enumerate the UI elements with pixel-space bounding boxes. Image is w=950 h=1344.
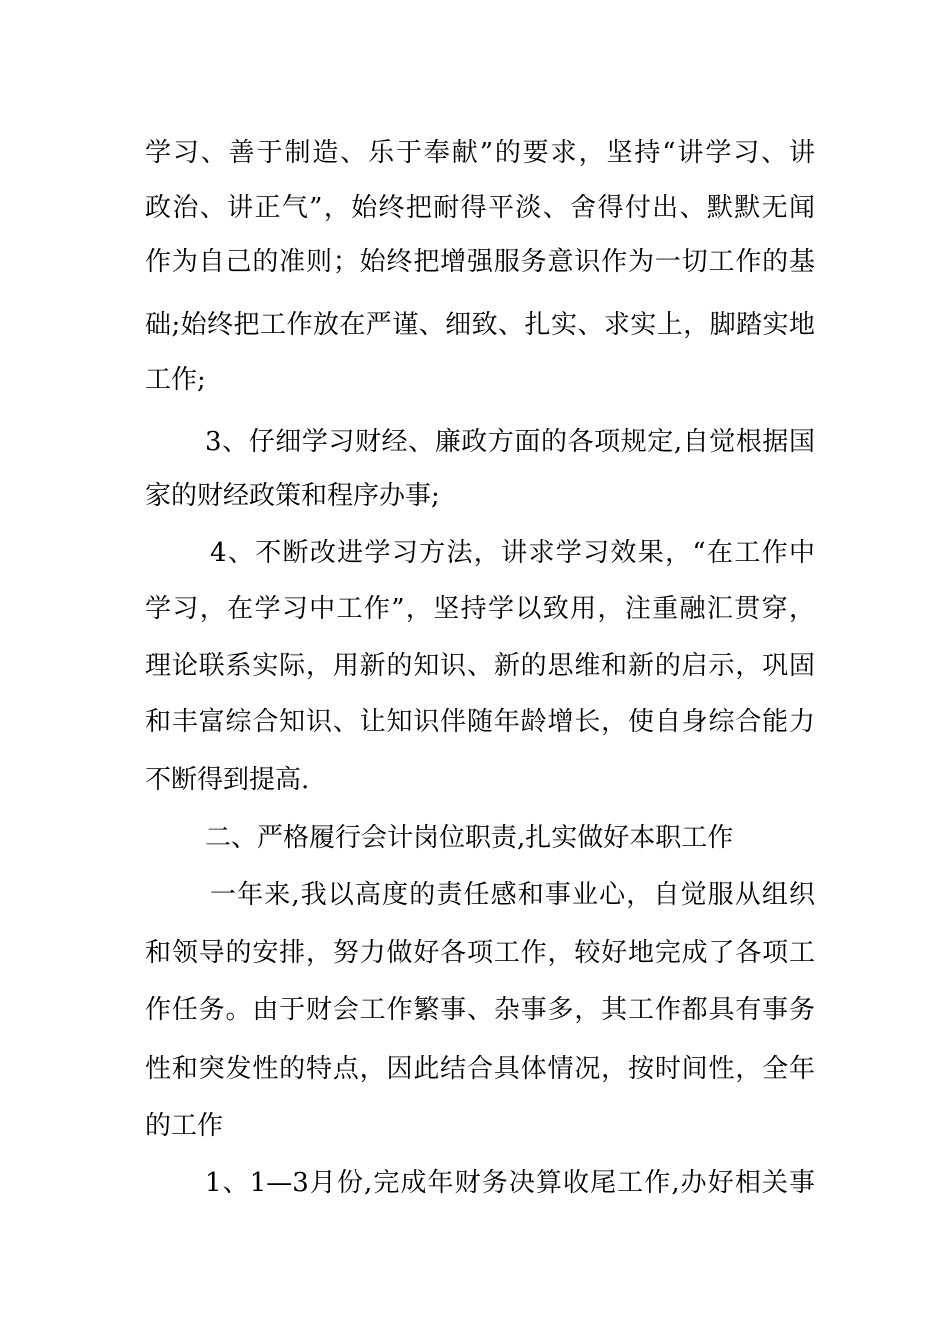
text-line-16: 作任务。由于财会工作繁事、杂事多，其工作都具有事务 (145, 995, 815, 1025)
text-line-2: 政治、讲正气”，始终把耐得平淡、舍得付出、默默无闻 (145, 193, 815, 223)
text-line-12: 不断得到提高. (145, 765, 310, 795)
text-line-17: 性和突发性的特点，因此结合具体情况，按时间性，全年 (145, 1054, 815, 1084)
text-line-8: 4、不断改进学习方法，讲求学习效果，“在工作中 (210, 538, 815, 568)
text-line-9: 学习，在学习中工作”，坚持学以致用，注重融汇贯穿， (145, 594, 815, 624)
text-line-15: 和领导的安排，努力做好各项工作，较好地完成了各项工 (145, 938, 815, 968)
text-line-11: 和丰富综合知识、让知识伴随年龄增长，使自身综合能力 (145, 707, 815, 737)
text-line-19: 1、1—3月份,完成年财务决算收尾工作,办好相关事 (205, 1168, 815, 1198)
text-line-18: 的工作 (145, 1111, 224, 1141)
text-line-14: 一年来,我以高度的责任感和事业心，自觉服从组织 (210, 880, 815, 910)
text-line-4: 础;始终把工作放在严谨、细致、扎实、求实上，脚踏实地 (145, 310, 815, 340)
text-line-6: 3、仔细学习财经、廉政方面的各项规定,自觉根据国 (205, 427, 815, 457)
section-heading: 二、严格履行会计岗位职责,扎实做好本职工作 (205, 823, 734, 853)
text-line-5: 工作; (145, 365, 206, 395)
text-line-10: 理论联系实际，用新的知识、新的思维和新的启示，巩固 (145, 651, 815, 681)
text-line-7: 家的财经政策和程序办事; (145, 481, 440, 511)
text-line-1: 学习、善于制造、乐于奉献”的要求，坚持“讲学习、讲 (145, 138, 815, 168)
text-line-3: 作为自己的准则；始终把增强服务意识作为一切工作的基 (145, 247, 815, 277)
